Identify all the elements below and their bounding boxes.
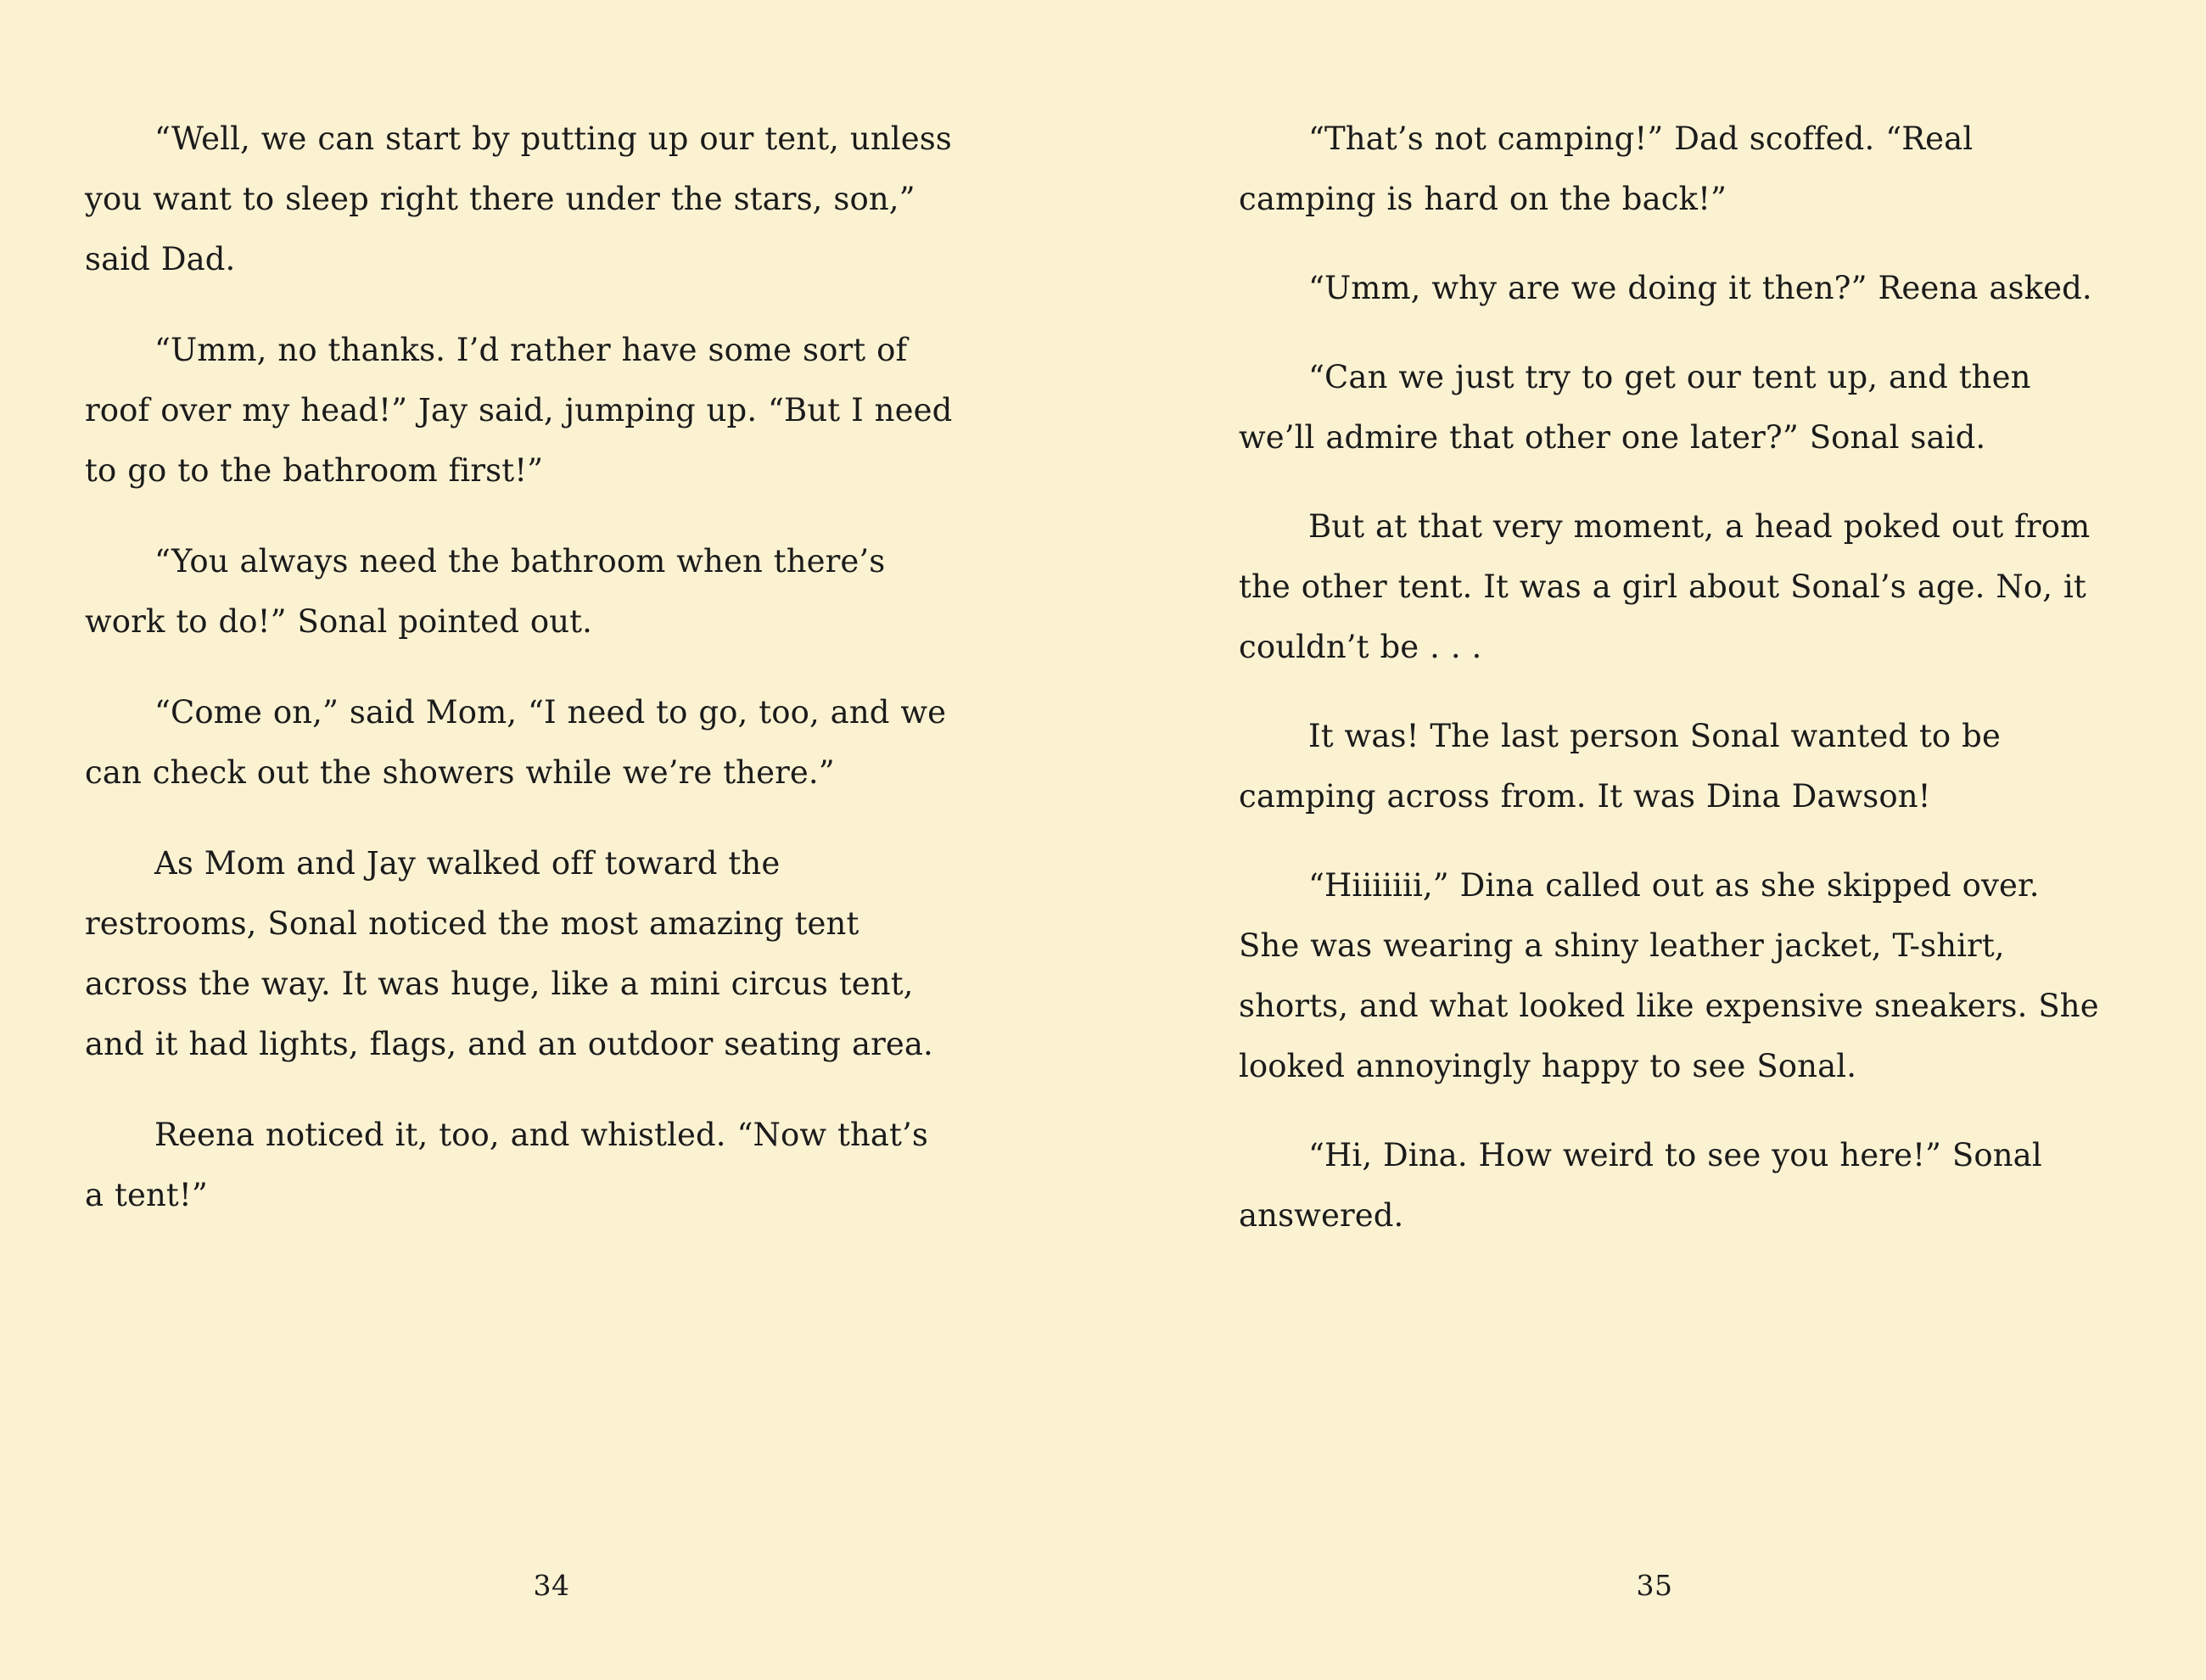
paragraph: “Umm, no thanks. I’d rather have some sort of roof over my head!” Jay said, jumping up. “But I need to go to the bathroom first!” <box>85 332 953 489</box>
page-left-body <box>85 109 955 1225</box>
paragraph: “That’s not camping!” Dad scoffed. “Real camping is hard on the back!” <box>1239 120 1974 217</box>
paragraph: “Can we just try to get our tent up, and then we’ll admire that other one later?” Sonal said. <box>1239 359 2031 456</box>
page-number-right: 35 <box>1636 1569 1673 1602</box>
paragraph: As Mom and Jay walked off toward the restrooms, Sonal noticed the most amazing tent across the way. It was huge, like a mini circus tent, and it had lights, flags, and an outdoor seating area. <box>85 845 933 1062</box>
paragraph: “Well, we can start by putting up our tent, unless you want to sleep right there under the stars, son,” said Dad. <box>85 120 952 277</box>
paragraph: “Come on,” said Mom, “I need to go, too, and we can check out the showers while we’re there.” <box>85 694 947 791</box>
page-right <box>1103 0 2206 1680</box>
paragraph: It was! The last person Sonal wanted to be camping across from. It was Dina Dawson! <box>1239 718 2001 815</box>
paragraph: Reena noticed it, too, and whistled. “Now that’s a tent!” <box>85 1117 928 1213</box>
paragraph: “Umm, why are we doing it then?” Reena asked. <box>1308 270 2092 306</box>
page-number-left: 34 <box>533 1569 570 1602</box>
page-right-body <box>1239 109 2108 1246</box>
paragraph: “Hi, Dina. How weird to see you here!” Sonal answered. <box>1239 1137 2042 1234</box>
paragraph: But at that very moment, a head poked out from the other tent. It was a girl about Sonal’s age. No, it couldn’t be . . . <box>1239 508 2091 665</box>
paragraph: “You always need the bathroom when there’s work to do!” Sonal pointed out. <box>85 543 886 640</box>
paragraph: “Hiiiiiii,” Dina called out as she skipped over. She was wearing a shiny leather jacket, T-shirt, shorts, and what looked like expensive sneakers. She looked annoyingly happy to see Sonal. <box>1239 867 2099 1084</box>
